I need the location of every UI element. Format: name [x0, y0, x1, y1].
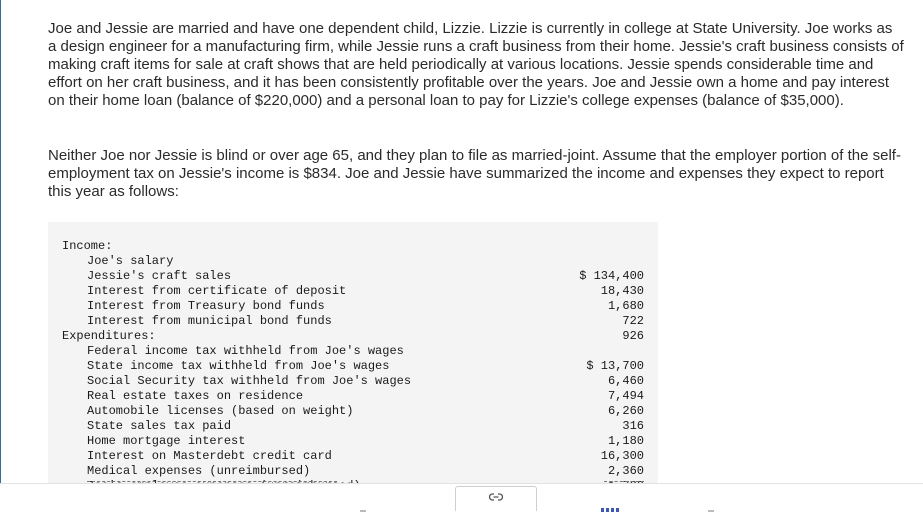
row-amount: 722: [622, 314, 644, 328]
row-label: Interest from Treasury bond funds: [87, 299, 325, 313]
left-border: [0, 0, 1, 483]
row-amount: 1,180: [607, 434, 644, 448]
filing-paragraph: Neither Joe nor Jessie is blind or over age 65, and they plan to file as married-joint. Assume that the employer portion of the self-employment tax on Jessie's income is $834. Joe and Jessie have summarized the income and expenses they expect to report this year as follows:: [48, 147, 901, 200]
row-label: Social Security tax withheld from Joe's wages: [87, 374, 412, 388]
table-row: [48, 464, 658, 479]
toolbar-mark: [708, 510, 714, 512]
link-button[interactable]: [455, 486, 537, 511]
row-label: Real estate taxes on residence: [87, 389, 304, 403]
row-label: State sales tax paid: [87, 419, 232, 433]
row-amount: 316: [622, 419, 644, 433]
row-amount: 926: [622, 329, 644, 343]
row-amount: 7,494: [607, 389, 644, 403]
row-label: Federal income tax withheld from Joe's wages: [87, 344, 404, 358]
row-label: Interest from municipal bond funds: [87, 314, 332, 328]
row-label: Medical expenses (unreimbursed): [87, 464, 311, 478]
row-label: Jessie's craft sales: [87, 269, 232, 283]
toolbar-mark: [360, 510, 366, 512]
row-amount: 6,460: [607, 374, 644, 388]
intro-paragraph: Joe and Jessie are married and have one dependent child, Lizzie. Lizzie is currently in college at State University. Joe works as a design engineer for a manufacturing firm, while Jessie runs a craft business from their home. Jessie's craft business consists of making craft items for sale at craft shows that are held periodically at various locations. Jessie spends considerable time and effort on her craft business, and it has been consistently profitable over the years. Joe and Jessie own a home and pay interest on their home loan (balance of $220,000) and a personal loan to pay for Lizzie's college expenses (balance of $35,000).: [48, 20, 904, 109]
row-amount: 18,430: [600, 284, 644, 298]
income-expense-table: [48, 222, 658, 485]
row-amount: 1,680: [607, 299, 644, 313]
income-heading-row: [48, 224, 658, 253]
bottom-toolbar: [0, 483, 923, 512]
row-label: Home mortgage interest: [87, 434, 246, 448]
row-label: Interest on Masterdebt credit card: [87, 449, 332, 463]
row-label: Interest from certificate of deposit: [87, 284, 347, 298]
row-amount: $ 13,700: [586, 359, 644, 373]
row-label: Automobile licenses (based on weight): [87, 404, 354, 418]
row-amount: 6,260: [607, 404, 644, 418]
row-amount: 2,360: [607, 464, 644, 478]
row-amount: 16,300: [600, 449, 644, 463]
row-label: Joe's salary: [87, 254, 174, 268]
row-amount: $ 134,400: [579, 269, 644, 283]
expenditures-heading: Expenditures:: [62, 329, 156, 343]
grid-icon[interactable]: [601, 508, 619, 512]
link-icon: [489, 492, 503, 502]
income-heading: Income:: [62, 239, 113, 253]
row-label: State income tax withheld from Joe's wages: [87, 359, 390, 373]
